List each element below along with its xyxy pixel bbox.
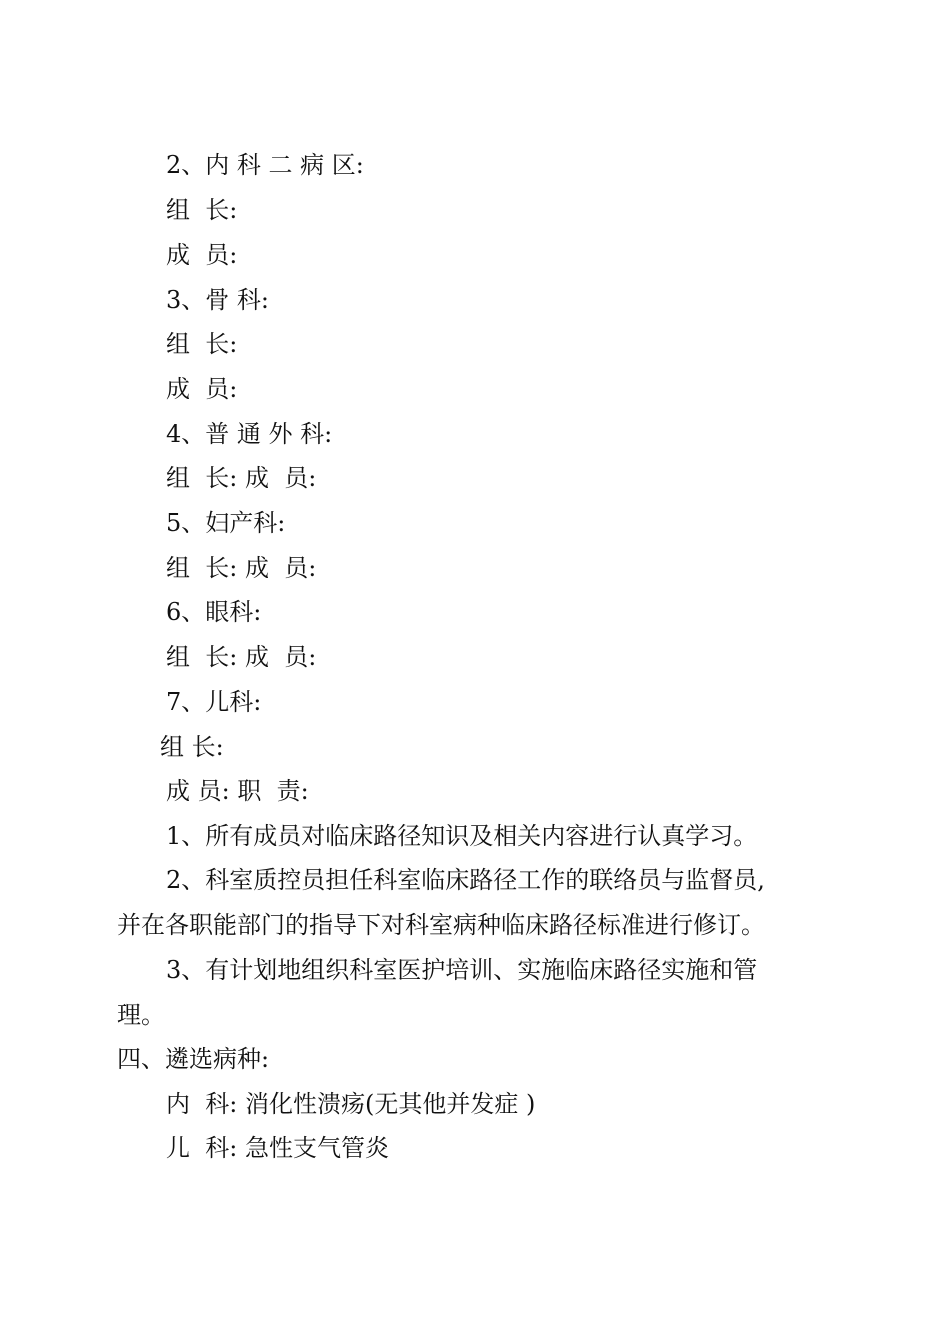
team-member-label: 成 员: — [166, 241, 238, 269]
team-leader-member-label: 组 长: 成 员: — [166, 464, 317, 492]
duty-item-2-continuation: 并在各职能部门的指导下对科室病种临床路径标准进行修订。 — [117, 911, 765, 939]
selected-disease-internal-medicine: 内 科: 消化性溃疡(无其他并发症 ) — [166, 1090, 536, 1118]
team-member-duties-label: 成 员: 职 责: — [166, 777, 309, 805]
selected-disease-pediatrics: 儿 科: 急性支气管炎 — [166, 1134, 389, 1162]
duty-item-2: 2、科室质控员担任科室临床路径工作的联络员与监督员, — [166, 866, 765, 894]
section-general-surgery-heading: 4、普 通 外 科: — [166, 420, 333, 448]
team-leader-member-label: 组 长: 成 员: — [166, 643, 317, 671]
duty-item-3-continuation: 理。 — [117, 1001, 165, 1029]
section-obstetrics-gynecology-heading: 5、妇产科: — [166, 509, 286, 537]
team-member-label: 成 员: — [166, 375, 238, 403]
team-leader-member-label: 组 长: 成 员: — [166, 554, 317, 582]
section-pediatrics-heading: 7、儿科: — [166, 688, 262, 716]
section-internal-medicine-2-heading: 2、内 科 二 病 区: — [166, 151, 364, 179]
section-ophthalmology-heading: 6、眼科: — [166, 598, 262, 626]
section-orthopedics-heading: 3、骨 科: — [166, 286, 269, 314]
duty-item-1: 1、所有成员对临床路径知识及相关内容进行认真学习。 — [166, 822, 758, 850]
duty-item-3: 3、有计划地组织科室医护培训、实施临床路径实施和管 — [166, 956, 758, 984]
team-leader-label: 组 长: — [160, 733, 224, 761]
team-leader-label: 组 长: — [166, 196, 238, 224]
section-selected-diseases-heading: 四、遴选病种: — [117, 1045, 270, 1073]
team-leader-label: 组 长: — [166, 330, 238, 358]
